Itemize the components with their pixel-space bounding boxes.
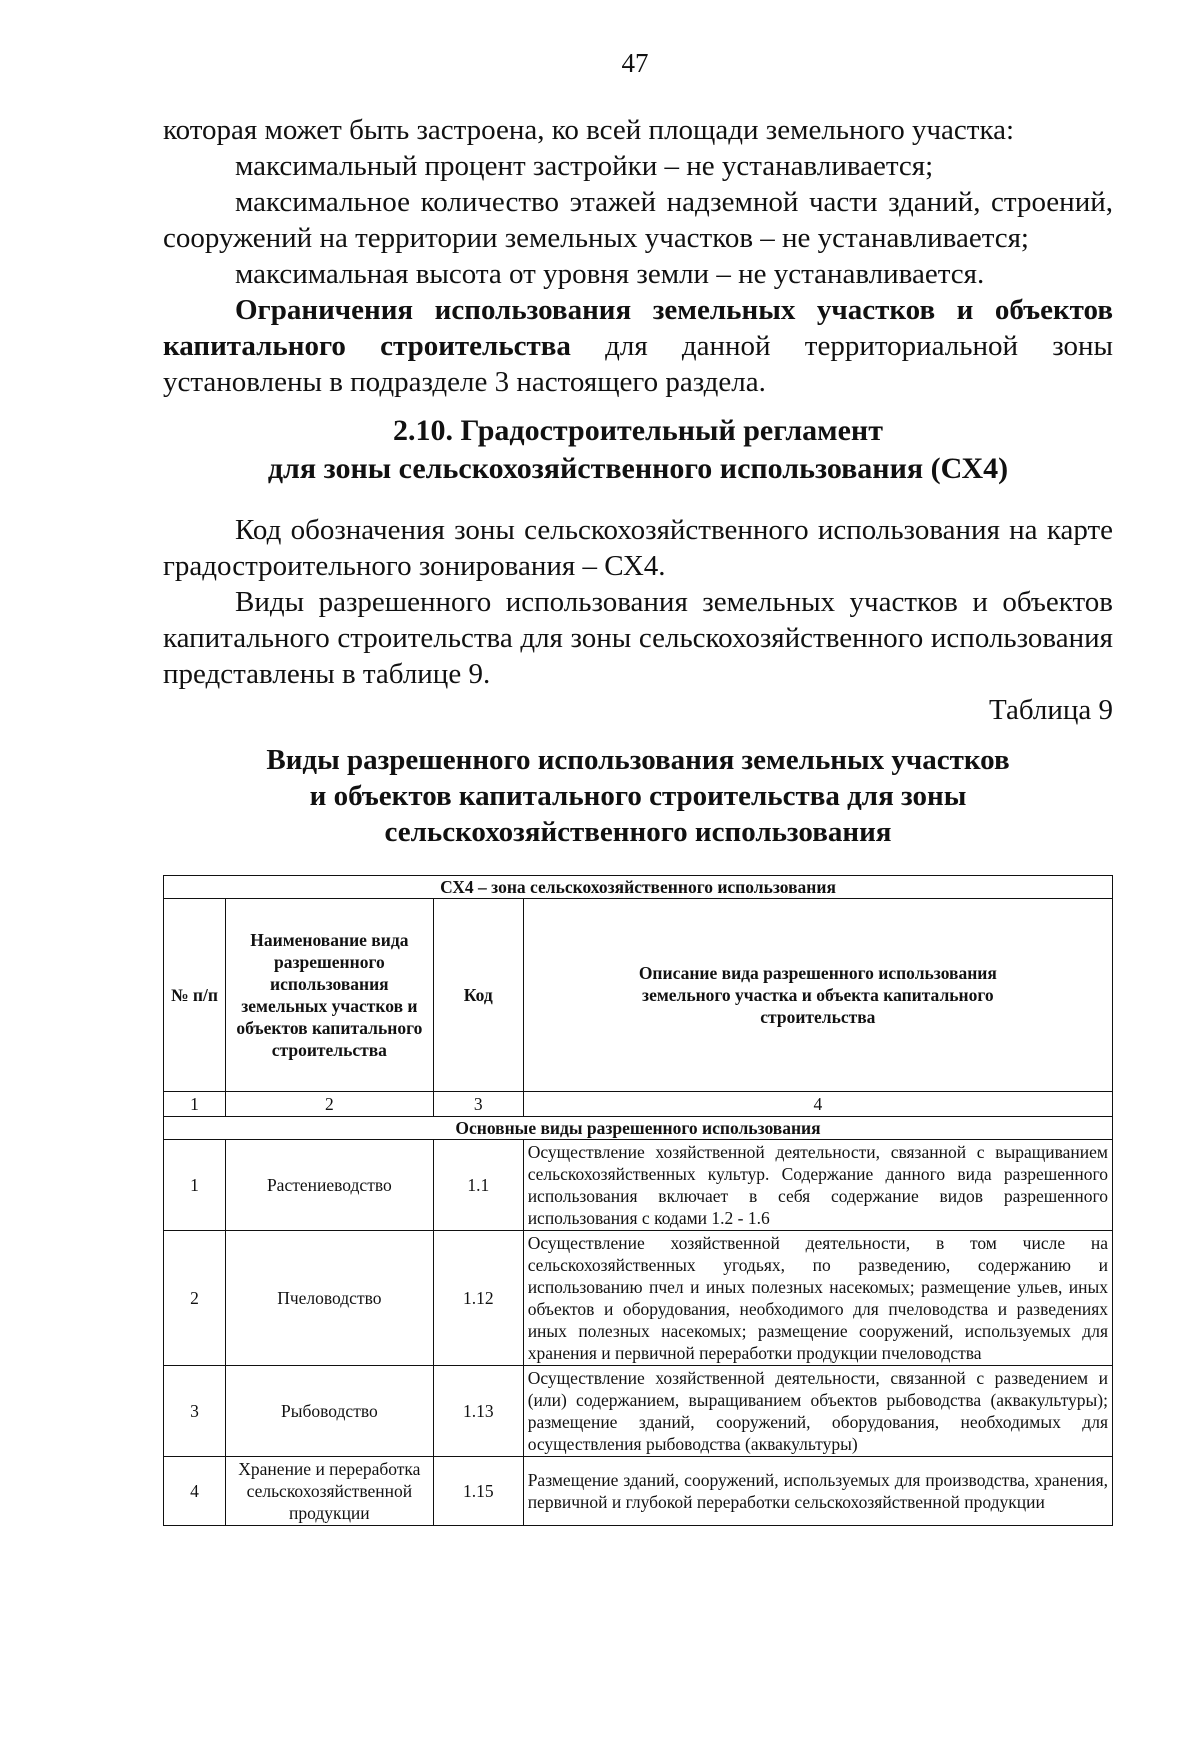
header-name: Наименование вида разрешенного использования земельных участков и объектов капитального строительства — [225, 899, 433, 1092]
group-header-row — [164, 1117, 1113, 1140]
column-number-2: 2 — [225, 1092, 433, 1117]
table-title-line1: Виды разрешенного использования земельных участков — [266, 744, 1010, 776]
restrictions-bold-text: Ограничения использования земельных участков и объектов капитального строительства — [163, 294, 1113, 362]
table-title-line2: и объектов капитального строительства для зоны — [309, 780, 967, 812]
table-label: Таблица 9 — [988, 694, 1113, 726]
paragraph-build-percent: максимальный процент застройки – не устанавливается; — [235, 150, 934, 182]
row-description: Осуществление хозяйственной деятельности, в том числе на сельскохозяйственных угодьях, по разведению, содержанию и использованию пчел и иных полезных насекомых; размещение ульев, иных объектов и оборудования, необходимого для пчеловодства и разведениях иных полезных насекомых; размещение сооружений, используемых для хранения и первичной переработки продукции пчеловодства — [523, 1231, 1112, 1366]
intro-text-block — [163, 112, 1113, 400]
row-description: Осуществление хозяйственной деятельности, связанной с разведением и (или) содержанием, выращиванием объектов рыбоводства (аквакультуры); размещение зданий, сооружений, оборудования, необходимых для осуществления рыбоводства (аквакультуры) — [523, 1366, 1112, 1457]
page-number: 47 — [621, 48, 649, 78]
column-number-1: 1 — [164, 1092, 226, 1117]
column-number-4: 4 — [523, 1092, 1112, 1117]
table-row — [164, 1231, 1113, 1366]
header-code: Код — [433, 899, 523, 1092]
table-title-block — [163, 742, 1113, 850]
row-name: Растениеводство — [225, 1140, 433, 1231]
header-description: Описание вида разрешенного использования земельного участка и объекта капитального строительства — [523, 899, 1112, 1092]
paragraph-table-reference: Виды разрешенного использования земельных участков и объектов капитального строительства для зоны сельскохозяйственного использования представлены в таблице 9. — [163, 586, 1113, 690]
row-num: 1 — [164, 1140, 226, 1231]
row-name: Пчеловодство — [225, 1231, 433, 1366]
paragraph-max-height: максимальная высота от уровня земли – не устанавливается. — [235, 258, 985, 290]
paragraph-max-floors: максимальное количество этажей надземной части зданий, строений, сооружений на территории земельных участков – не устанавливается; — [163, 186, 1113, 254]
row-name: Рыбоводство — [225, 1366, 433, 1457]
row-code: 1.12 — [433, 1231, 523, 1366]
row-code: 1.13 — [433, 1366, 523, 1457]
zone-header-row — [164, 876, 1113, 899]
row-name: Хранение и переработка сельскохозяйственной продукции — [225, 1457, 433, 1526]
section-heading — [163, 412, 1113, 488]
row-description: Размещение зданий, сооружений, используемых для производства, хранения, первичной и глубокой переработки сельскохозяйственной продукции — [523, 1457, 1112, 1526]
row-code: 1.1 — [433, 1140, 523, 1231]
row-code: 1.15 — [433, 1457, 523, 1526]
land-use-table — [163, 875, 1113, 1526]
group-header: Основные виды разрешенного использования — [164, 1117, 1113, 1140]
row-num: 3 — [164, 1366, 226, 1457]
section-title-line1: 2.10. Градостроительный регламент — [393, 414, 883, 447]
section-title-line2: для зоны сельскохозяйственного использования (СХ4) — [267, 452, 1009, 485]
column-number-row — [164, 1092, 1113, 1117]
paragraph-restrictions — [163, 292, 1113, 400]
restrictions-rest-text: для данной территориальной зоны установлены в подразделе 3 настоящего раздела. — [163, 330, 1114, 398]
row-num: 4 — [164, 1457, 226, 1526]
table-title-line3: сельскохозяйственного использования — [384, 816, 892, 848]
zone-text-block — [163, 512, 1113, 728]
row-description: Осуществление хозяйственной деятельности, связанной с выращиванием сельскохозяйственных культур. Содержание данного вида разрешенного использования включает в себя содержание видов разрешенного использования с кодами 1.2 - 1.6 — [523, 1140, 1112, 1231]
row-num: 2 — [164, 1231, 226, 1366]
table-row — [164, 1140, 1113, 1231]
column-header-row — [164, 899, 1113, 1092]
paragraph-lot-area: которая может быть застроена, ко всей площади земельного участка: — [163, 114, 1015, 146]
column-number-3: 3 — [433, 1092, 523, 1117]
paragraph-zone-code: Код обозначения зоны сельскохозяйственного использования на карте градостроительного зонирования – СХ4. — [163, 514, 1113, 582]
header-num: № п/п — [164, 899, 226, 1092]
zone-header: СХ4 – зона сельскохозяйственного использования — [164, 876, 1113, 899]
table-row — [164, 1366, 1113, 1457]
table-row — [164, 1457, 1113, 1526]
